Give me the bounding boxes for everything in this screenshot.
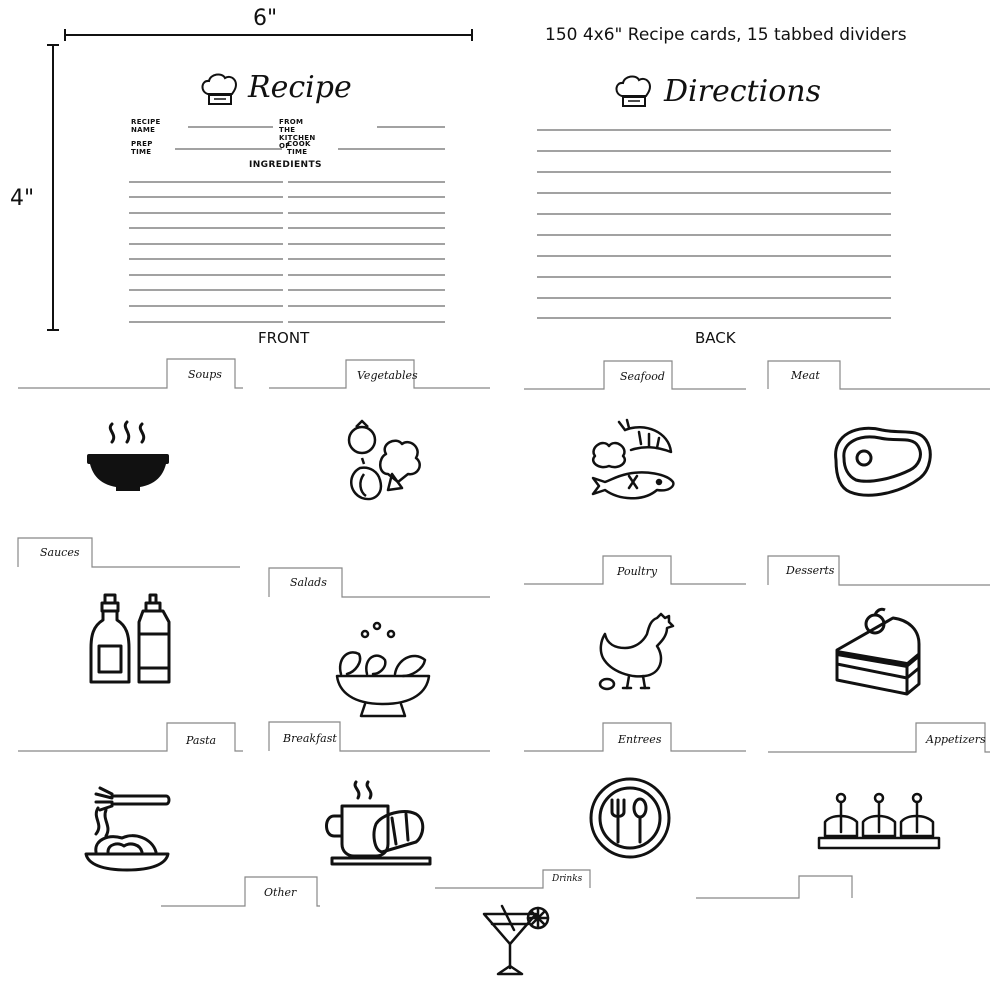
kitchen-of-label: FROM THE KITCHEN OF [279, 118, 316, 150]
tab-appetizers: Appetizers [926, 733, 986, 746]
width-label: 6" [253, 6, 278, 31]
cake-slice-icon [833, 608, 925, 700]
tab-pasta: Pasta [186, 734, 217, 747]
chicken-icon [595, 612, 677, 694]
directions-card-title: Directions [664, 74, 821, 109]
cook-time-label: COOK TIME [287, 140, 311, 156]
soup-bowl-icon [80, 418, 175, 498]
pasta-fork-icon [82, 782, 172, 872]
tab-sauces: Sauces [40, 546, 80, 559]
appetizers-icon [817, 792, 941, 854]
steak-icon [830, 420, 935, 505]
sauce-bottles-icon [85, 592, 175, 687]
tab-seafood: Seafood [620, 370, 665, 383]
tab-soups: Soups [188, 368, 222, 381]
tab-entrees: Entrees [618, 733, 662, 746]
cocktail-icon [480, 904, 552, 980]
salad-bowl-icon [333, 620, 433, 718]
recipe-card-title: Recipe [248, 70, 352, 105]
seafood-icon [585, 418, 680, 506]
tab-breakfast: Breakfast [283, 732, 337, 745]
prep-time-label: PREP TIME [131, 140, 153, 156]
recipe-name-label: RECIPE NAME [131, 118, 161, 134]
ingredients-heading: INGREDIENTS [249, 160, 322, 170]
height-label: 4" [10, 186, 35, 211]
tab-meat: Meat [791, 369, 820, 382]
plate-cutlery-icon [588, 776, 672, 860]
tab-salads: Salads [290, 576, 327, 589]
product-headline: 150 4x6" Recipe cards, 15 tabbed dividers [545, 25, 907, 45]
tab-desserts: Desserts [786, 564, 835, 577]
vegetables-icon [340, 418, 430, 506]
tab-other: Other [264, 886, 297, 899]
back-label: BACK [695, 329, 736, 347]
tab-drinks: Drinks [552, 874, 583, 884]
tab-poultry: Poultry [617, 565, 658, 578]
breakfast-coffee-icon [322, 778, 432, 866]
front-label: FRONT [258, 329, 310, 347]
tab-vegetables: Vegetables [357, 369, 418, 382]
